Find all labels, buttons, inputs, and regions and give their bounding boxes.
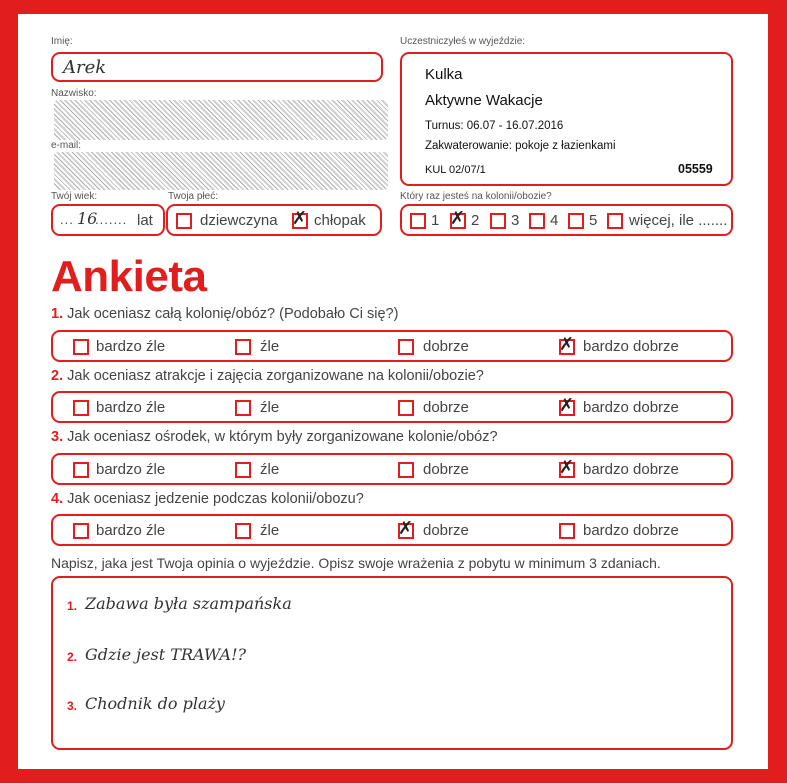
trip-info-box <box>400 52 733 186</box>
checked-mark-icon: ✗ <box>292 208 308 229</box>
visits-checkbox-4[interactable] <box>529 213 545 229</box>
age-label: Twój wiek: <box>51 191 98 202</box>
q3-option-zle[interactable] <box>235 462 251 478</box>
question-2: 2. Jak oceniasz atrakcje i zajęcia zorganizowane na kolonii/obozie? <box>51 368 484 384</box>
opinion-line-1: Zabawa była szampańska <box>85 594 292 613</box>
accommodation-value: pokoje z łazienkami <box>515 140 616 152</box>
age-unit: lat <box>137 212 153 229</box>
q4-option-dobrze[interactable] <box>398 518 414 539</box>
trip-number: 05559 <box>678 162 713 176</box>
q1-option-zle[interactable] <box>235 339 251 355</box>
checked-mark-icon: ✗ <box>559 334 575 355</box>
gender-checkbox-female[interactable] <box>176 213 192 229</box>
age-value: 16 <box>77 209 98 228</box>
q4-option-zle[interactable] <box>235 523 251 539</box>
opinion-line-2-num: 2. <box>67 650 78 664</box>
visits-option-more: więcej, ile ....... <box>629 212 728 229</box>
gender-label-female: dziewczyna <box>200 212 278 229</box>
q1-option-bardzo-zle[interactable] <box>73 339 89 355</box>
email-redacted <box>54 152 388 190</box>
trip-code: KUL 02/07/1 <box>425 164 486 176</box>
gender-label-male: chłopak <box>314 212 366 229</box>
surname-label: Nazwisko: <box>51 88 97 99</box>
checked-mark-icon: ✗ <box>398 518 414 539</box>
trip-name: Kulka <box>425 66 463 83</box>
name-value: Arek <box>63 57 107 78</box>
gender-checkbox-male[interactable] <box>292 208 308 229</box>
rating-row-4: bardzo źle źle ✗ dobrze bardzo dobrze <box>51 514 733 546</box>
checked-mark-icon: ✗ <box>559 457 575 478</box>
q3-option-dobrze[interactable] <box>398 462 414 478</box>
rating-row-1: bardzo źle źle dobrze ✗ bardzo dobrze <box>51 330 733 362</box>
visits-checkbox-2[interactable] <box>450 208 466 229</box>
opinion-line-2: Gdzie jest TRAWA!? <box>85 645 247 664</box>
turnus-line <box>425 120 563 132</box>
gender-label: Twoja płeć: <box>168 191 219 202</box>
rating-row-2: bardzo źle źle dobrze ✗ bardzo dobrze <box>51 391 733 423</box>
visits-label: Który raz jesteś na kolonii/obozie? <box>400 191 552 202</box>
accommodation-label: Zakwaterowanie: <box>425 140 512 152</box>
visits-checkbox-1[interactable] <box>410 213 426 229</box>
checked-mark-icon: ✗ <box>559 395 575 416</box>
gender-box <box>166 204 382 236</box>
opinion-line-1-num: 1. <box>67 599 78 613</box>
question-4: 4. Jak oceniasz jedzenie podczas kolonii/obozu? <box>51 491 364 507</box>
accommodation-line <box>425 140 616 152</box>
q4-option-bardzo-zle[interactable] <box>73 523 89 539</box>
turnus-label: Turnus: <box>425 120 464 132</box>
q2-option-zle[interactable] <box>235 400 251 416</box>
name-label: Imię: <box>51 36 73 47</box>
visits-checkbox-3[interactable] <box>490 213 506 229</box>
q4-option-bardzo-dobrze[interactable] <box>559 523 575 539</box>
rating-row-3: bardzo źle źle dobrze ✗ bardzo dobrze <box>51 453 733 485</box>
q2-option-bardzo-dobrze[interactable] <box>559 395 575 416</box>
q2-option-bardzo-zle[interactable] <box>73 400 89 416</box>
opinion-prompt: Napisz, jaka jest Twoja opinia o wyjeździe. Opisz swoje wrażenia z pobytu w minimum 3 zdaniach. <box>51 555 661 571</box>
name-field[interactable] <box>51 52 383 82</box>
turnus-value: 06.07 - 16.07.2016 <box>466 120 564 132</box>
visits-checkbox-more[interactable] <box>607 213 623 229</box>
opinion-line-3-num: 3. <box>67 699 78 713</box>
question-1: 1. Jak oceniasz całą kolonię/obóz? (Podobało Ci się?) <box>51 306 399 322</box>
q3-option-bardzo-zle[interactable] <box>73 462 89 478</box>
trip-label: Uczestniczyłeś w wyjeździe: <box>400 36 526 47</box>
trip-program: Aktywne Wakacje <box>425 92 543 109</box>
visits-option-2: 2 <box>471 212 480 229</box>
visits-option-4: 4 <box>550 212 559 229</box>
visits-option-3: 3 <box>511 212 520 229</box>
surname-redacted <box>54 100 388 140</box>
opinion-box[interactable] <box>51 576 733 750</box>
checked-mark-icon: ✗ <box>450 208 466 229</box>
visits-option-5: 5 <box>589 212 598 229</box>
q1-option-bardzo-dobrze[interactable] <box>559 334 575 355</box>
opinion-line-3: Chodnik do plaży <box>85 694 225 713</box>
q3-option-bardzo-dobrze[interactable] <box>559 457 575 478</box>
survey-sheet <box>18 14 768 769</box>
visits-option-1: 1 <box>431 212 440 229</box>
visits-checkbox-5[interactable] <box>568 213 584 229</box>
q2-option-dobrze[interactable] <box>398 400 414 416</box>
question-3: 3. Jak oceniasz ośrodek, w którym były zorganizowane kolonie/obóz? <box>51 429 498 445</box>
q1-option-dobrze[interactable] <box>398 339 414 355</box>
visits-box <box>400 204 733 236</box>
age-field[interactable]: ... 16 ....... lat <box>51 204 165 236</box>
email-label: e-mail: <box>51 140 82 151</box>
form-title: Ankieta <box>51 252 207 301</box>
